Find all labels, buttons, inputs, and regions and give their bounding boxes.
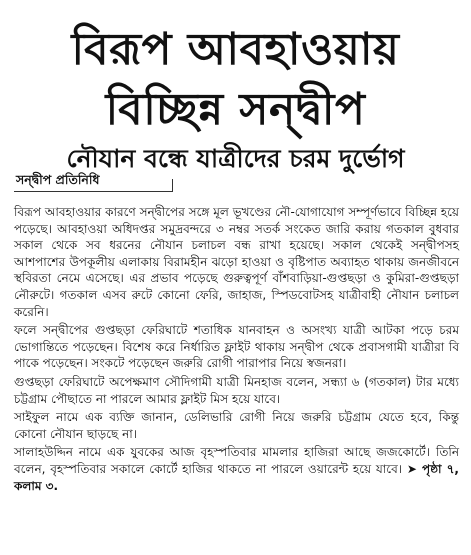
paragraph-1: বিরূপ আবহাওয়ার কারণে সন্দ্বীপের সঙ্গে মূল ভূখণ্ডের নৌ-যোগাযোগ সম্পূর্ণভাবে বিচ্ছিন্ন হয়ে পড়েছে। আবহাওয়া অধিদপ্তর সমুদ্রবন্দরে ৩ নম্বর সতর্ক সংকেত জারি করায় গতকাল বুধবার সকাল থেকে সব ধরনের নৌযান চলাচল বন্ধ রাখা হয়েছে। সকাল থেকেই সন্দ্বীপসহ আশপাশের উপকূলীয় এলাকায় বিরামহীন ঝড়ো হাওয়া ও বৃষ্টিপাত অব্যাহত থাকায় জনজীবনে স্থবিরতা নেমে এসেছে। এর প্রভাব পড়েছে গুরুত্বপূর্ণ বাঁশবাড়িয়া-গুপ্তছড়া ও কুমিরা-গুপ্তছড়া নৌরুটে। গতকাল এসব রুটে কোনো ফেরি, জাহাজ, স্পিডবোটসহ যাত্রীবাহী নৌযান চলাচল করেনি। — [14, 205, 459, 319]
byline: সন্দ্বীপ প্রতিনিধি — [16, 172, 100, 187]
paragraph-5-text: সালাহউদ্দিন নামে এক যুবকের আজ বৃহস্পতিবার মামলার হাজিরা আছে জজকোর্টে। তিনি বলেন, বৃহস্পতিবার সকালে কোর্টে হাজির থাকতে না পারলে ওয়ারেন্ট হয়ে যাবে। — [14, 445, 459, 476]
headline-line-1: বিরূপ আবহাওয়ায় — [71, 24, 400, 75]
paragraph-3: গুপ্তছড়া ফেরিঘাটে অপেক্ষমাণ সৌদিগামী যাত্রী মিনহাজ বলেন, সন্ধ্যা ৬ (গতকাল) টার মধ্যে চট্টগ্রাম পৌছাতে না পারলে আমার ফ্লাইট মিস হয়ে যাবে। — [14, 374, 459, 406]
subheadline: নৌযান বন্ধে যাত্রীদের চরম দুর্ভোগ — [66, 144, 405, 173]
continuation-link[interactable]: ➤ পৃষ্ঠা ৭, কলাম ৩. — [14, 461, 459, 493]
byline-divider-horizontal — [14, 191, 173, 192]
paragraph-5 — [14, 444, 459, 494]
paragraph-4: সাইফুল নামে এক ব্যক্তি জানান, ডেলিভারি রোগী নিয়ে জরুরি চট্টগ্রাম যেতে হবে, কিন্তু কোনো নৌযান ছাড়ছে না। — [14, 410, 459, 441]
byline-divider-vertical — [172, 179, 173, 191]
headline-line-2: বিচ্ছিন্ন সন্দ্বীপ — [105, 84, 366, 135]
paragraph-2: ফলে সন্দ্বীপের গুপ্তছড়া ফেরিঘাটে শতাধিক যানবাহন ও অসংখ্য যাত্রী আটকা পড়ে চরম ভোগান্তিতে পড়েছেন। বিশেষ করে নির্ধারিত ফ্লাইট থাকায় সন্দ্বীপ থেকে প্রবাসগামী যাত্রীরা বি পাকে পড়েছেন। সংকটে পড়েছেন জরুরি রোগী পারাপার নিয়ে স্বজনরা। — [14, 323, 459, 371]
article-body — [14, 204, 459, 496]
